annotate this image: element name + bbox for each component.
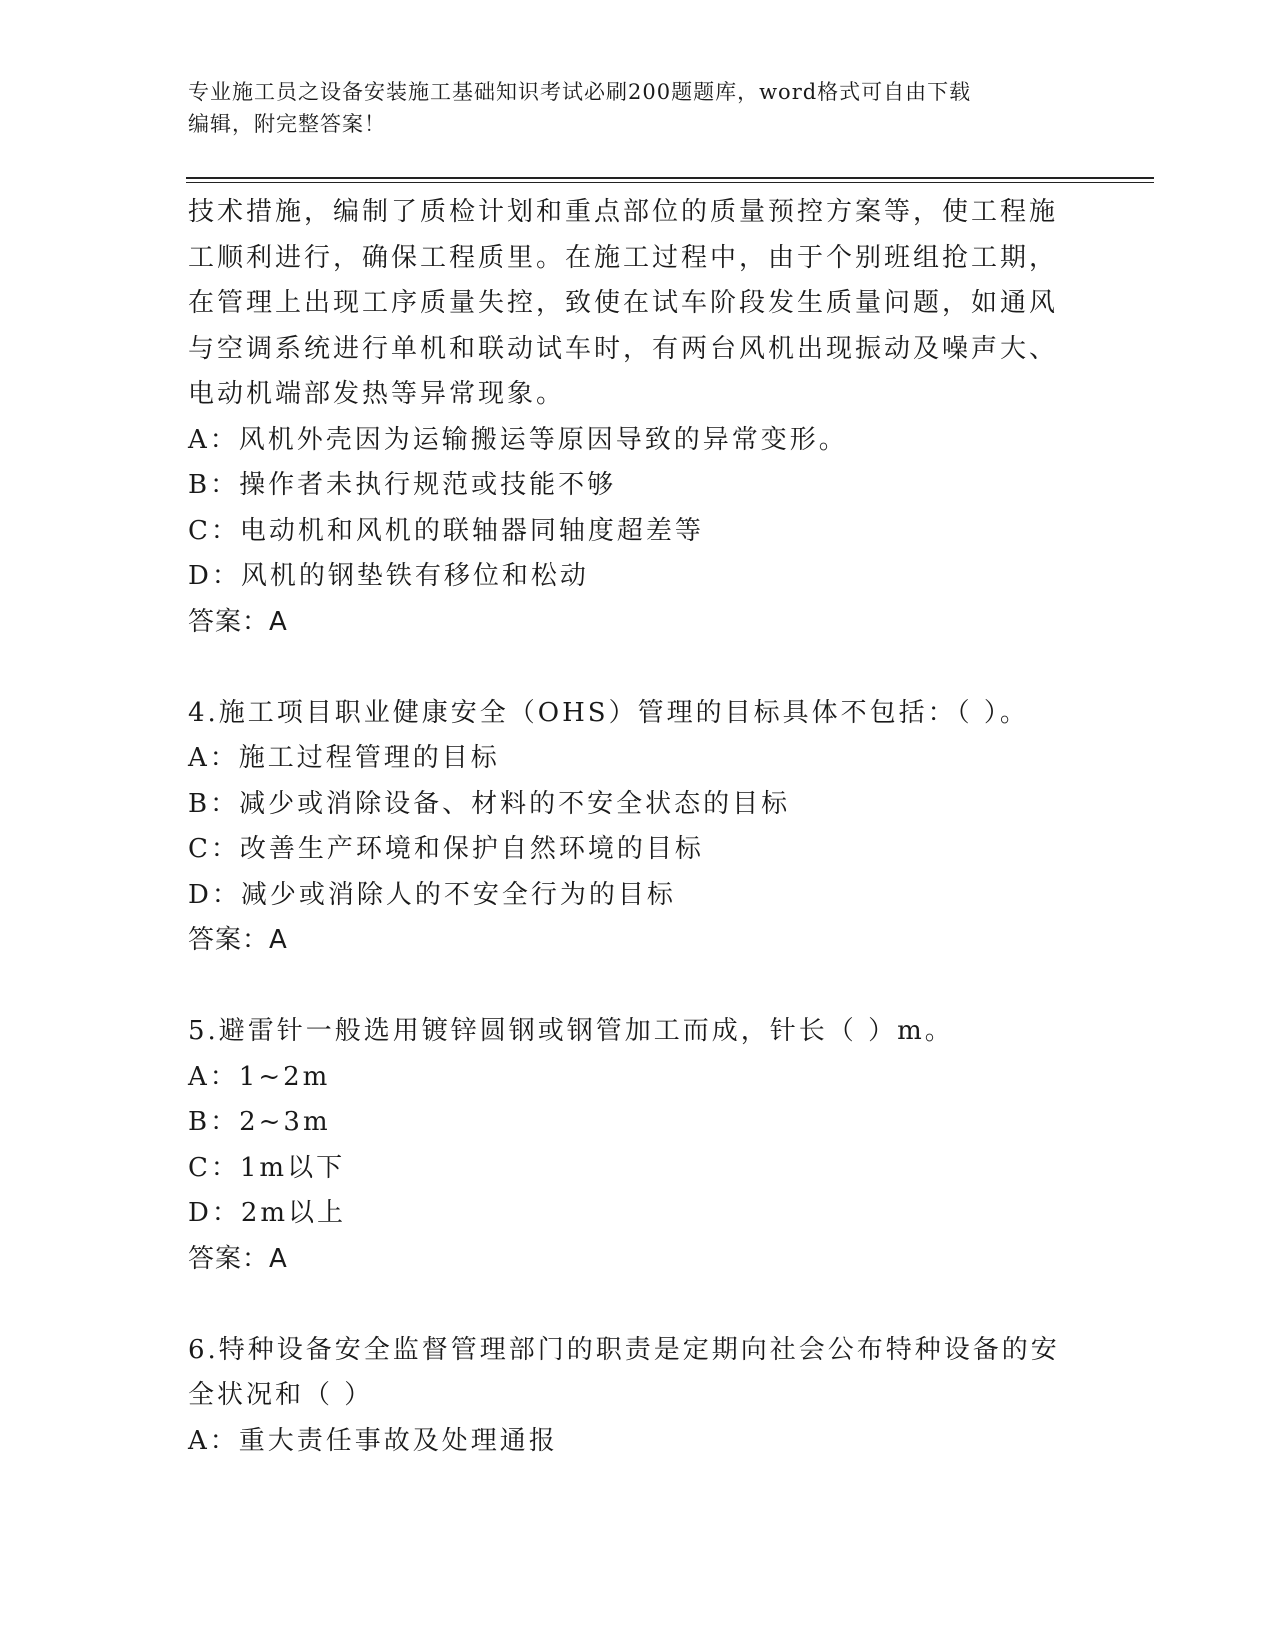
spacer [188,645,1088,691]
question-6 [188,1328,1088,1465]
header-divider-top [186,177,1154,179]
answer-line: 答案：A [188,1243,288,1274]
option-a: A：施工过程管理的目标 [188,743,500,773]
answer-line: 答案：A [188,606,288,637]
option-b: B：操作者未执行规范或技能不够 [188,470,617,500]
option-a: A：风机外壳因为运输搬运等原因导致的异常变形。 [188,424,848,455]
option-a: A：重大责任事故及处理通报 [188,1425,558,1456]
question-text-line: 5.避雷针一般选用镀锌圆钢或钢管加工而成，针长（ ）m。 [188,1016,954,1046]
question-text-line: 技术措施，编制了质检计划和重点部位的质量预控方案等，使工程施 [188,197,1059,227]
document-header [188,76,1088,140]
question-text-line: 工顺利进行，确保工程质里。在施工过程中，由于个别班组抢工期， [188,242,1059,273]
question-text-line: 全状况和（ ） [188,1380,374,1410]
document-body [188,190,1088,1464]
header-line-2: 编辑，附完整答案！ [188,112,386,136]
question-text-line: 与空调系统进行单机和联动试车时，有两台风机出现振动及噪声大、 [188,333,1059,364]
header-line-1: 专业施工员之设备安装施工基础知识考试必刷200题题库，word格式可自由下载 [188,80,972,104]
answer-line: 答案：A [188,925,288,955]
question-4 [188,691,1088,964]
question-5 [188,1009,1088,1282]
spacer [188,1282,1088,1328]
option-c: C：1m以下 [188,1152,346,1183]
option-d: D：2m以上 [188,1198,347,1228]
option-d: D：风机的钢垫铁有移位和松动 [188,561,589,591]
option-c: C：电动机和风机的联轴器同轴度超差等 [188,515,704,546]
question-text-line: 电动机端部发热等异常现象。 [188,379,566,409]
question-text-line: 6.特种设备安全监督管理部门的职责是定期向社会公布特种设备的安 [188,1334,1060,1365]
question-3-continuation [188,190,1088,645]
question-text-line: 在管理上出现工序质量失控，致使在试车阶段发生质量问题，如通风 [188,288,1059,318]
option-a: A：1~2m [188,1061,331,1092]
spacer [188,964,1088,1010]
question-text-line: 4.施工项目职业健康安全（OHS）管理的目标具体不包括：（ ）。 [188,697,1029,728]
option-c: C：改善生产环境和保护自然环境的目标 [188,834,704,864]
option-d: D：减少或消除人的不安全行为的目标 [188,879,676,910]
option-b: B：减少或消除设备、材料的不安全状态的目标 [188,788,791,819]
header-divider-bottom [186,182,1154,183]
option-b: B：2~3m [188,1107,331,1137]
